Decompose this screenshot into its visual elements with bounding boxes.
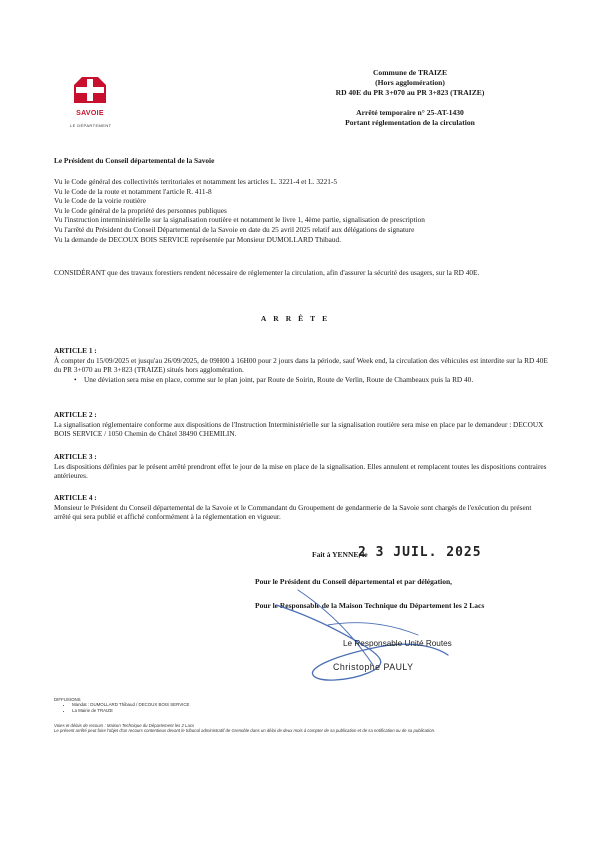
logo-subtext: LE DÉPARTEMENT bbox=[70, 123, 112, 128]
considerant-paragraph: CONSIDÉRANT que des travaux forestiers rendent nécessaire de réglementer la circulation, afin d'assurer la sécurité des usagers, sur la RD 40E. bbox=[54, 268, 480, 277]
article-4-title: ARTICLE 4 : bbox=[54, 493, 97, 502]
article-2 bbox=[54, 410, 549, 439]
diffusions-title: DIFFUSIONS bbox=[54, 697, 81, 702]
header-objet: Portant réglementation de la circulation bbox=[345, 117, 475, 127]
date-stamp: 2 3 JUIL. 2025 bbox=[358, 545, 482, 560]
article-1-text: À compter du 15/09/2025 et jusqu'au 26/09/2025, de 09H00 à 16H00 pour 2 jours dans la période, sauf Week end, la circulation des véhicules est interdite sur la RD 40E du PR 3+070 au PR 3+823 (TRAIZE) situés hors agglomération. bbox=[54, 355, 548, 375]
handwritten-signature bbox=[268, 585, 458, 690]
savoie-cross-icon bbox=[70, 77, 110, 105]
article-3-title: ARTICLE 3 : bbox=[54, 452, 97, 461]
fait-a-label: Fait à YENNE, le bbox=[312, 550, 368, 559]
vu-item: Vu l'instruction interministérielle sur la signalisation routière et notamment le livre 1, 4ème partie, signalisation de prescription bbox=[54, 215, 425, 225]
arrete-title: ARRÊTE bbox=[260, 314, 335, 323]
delegation-line-2: Pour le Responsable de la Maison Technique du Département les 2 Lacs bbox=[255, 601, 485, 610]
article-4 bbox=[54, 493, 549, 522]
delegation-line-1: Pour le Président du Conseil départemental et par délégation, bbox=[255, 577, 452, 586]
vu-item: Vu l'arrêté du Président du Conseil Départemental de la Savoie en date du 25 avril 2025 relatif aux délégations de signature bbox=[54, 224, 415, 234]
signatory-title: Le Responsable Unité Routes bbox=[343, 639, 452, 648]
article-1 bbox=[54, 346, 549, 384]
header-commune: Commune de TRAIZE bbox=[372, 68, 448, 77]
header-rd: RD 40E du PR 3+070 au PR 3+823 (TRAIZE) bbox=[335, 88, 485, 98]
vu-item: Vu le Code général des collectivités territoriales et notamment les articles L. 3221-4 et L. 3221-5 bbox=[54, 177, 338, 186]
article-1-title: ARTICLE 1 : bbox=[54, 346, 97, 355]
article-3 bbox=[54, 452, 549, 481]
diffusion-item: • Mandat : DUMOLLARD Thibaud / DECOUX BOIS SERVICE bbox=[72, 702, 189, 707]
logo-text: SAVOIE bbox=[76, 110, 104, 117]
header-hors-agglo: (Hors agglomération) bbox=[375, 78, 445, 88]
mentions-line-2: Le présent arrêté peut faire l'objet d'un recours contentieux devant le tribunal administratif de Grenoble dans un délai de deux mois à compter de sa publication et de sa notification ou de sa publication. bbox=[54, 728, 436, 734]
vu-item: Vu le Code de la route et notamment l'article R. 411-8 bbox=[54, 186, 212, 196]
diffusions-block bbox=[54, 697, 189, 713]
signatory-name: Christophe PAULY bbox=[333, 662, 414, 672]
vu-item: Vu le Code de la voirie routière bbox=[54, 196, 146, 206]
article-2-title: ARTICLE 2 : bbox=[54, 410, 97, 419]
legal-mentions bbox=[54, 723, 554, 734]
diffusion-item: • La Mairie de TRAIZE bbox=[72, 708, 189, 713]
article-4-text: Monsieur le Président du Conseil départemental de la Savoie et le Commandant du Groupement de gendarmerie de la Savoie sont chargés de l'exécution du présent arrêté qui sera publié et affiché conformément à la réglementation en vigueur. bbox=[54, 502, 532, 522]
vus-list bbox=[54, 177, 549, 244]
savoie-logo bbox=[70, 77, 114, 128]
president-heading: Le Président du Conseil départemental de la Savoie bbox=[54, 156, 215, 165]
article-1-bullet: • Une déviation sera mise en place, comme sur le plan joint, par Route de Soirin, Route de Verlin, Route de Chambeaux puis la RD 40. bbox=[54, 375, 549, 385]
article-3-text: Les dispositions définies par le présent arrêté prendront effet le jour de la mise en place de la signalisation. Elles annulent et remplacent toutes les dispositions contraires antérieures. bbox=[54, 461, 547, 481]
article-2-text: La signalisation réglementaire conforme aux dispositions de l'Instruction Interministérielle sur la signalisation routière sera mise en place par le demandeur : DECOUX BOIS SERVICE / 1050 Chemin de Châtel 38490 CHEMILIN. bbox=[54, 419, 544, 439]
document-header bbox=[290, 68, 530, 128]
vu-item: Vu la demande de DECOUX BOIS SERVICE représentée par Monsieur DUMOLLARD Thibaud. bbox=[54, 234, 342, 244]
header-arrete-number: Arrêté temporaire n° 25-AT-1430 bbox=[356, 107, 464, 117]
vu-item: Vu le Code général de la propriété des personnes publiques bbox=[54, 205, 227, 215]
mentions-line-1: Voies et délais de recours : Maison Technique du Département les 2 Lacs bbox=[54, 723, 195, 728]
